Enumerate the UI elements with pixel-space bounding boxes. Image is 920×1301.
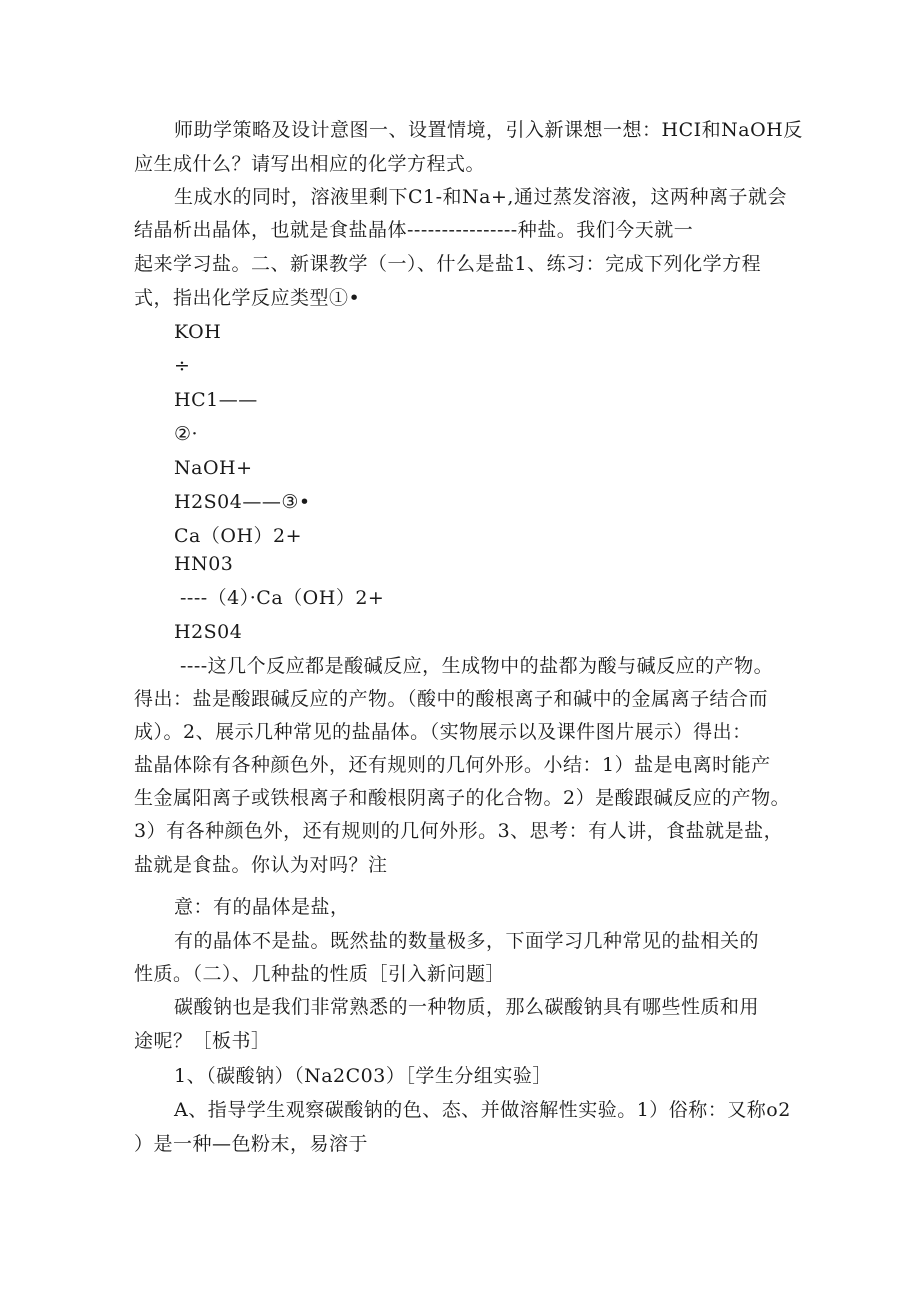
text-line: ----（4）·Ca（OH）2+ bbox=[180, 587, 385, 609]
text-line: H2S04——③• bbox=[174, 491, 311, 513]
text-line: 得出：盐是酸跟碱反应的产物。（酸中的酸根离子和碱中的金属离子结合而 bbox=[134, 688, 769, 710]
text-line: ÷ bbox=[174, 355, 191, 377]
text-line: 盐晶体除有各种颜色外，还有规则的几何外形。小结：1）盐是电离时能产 bbox=[134, 754, 771, 776]
text-line: 盐就是食盐。你认为对吗？注 bbox=[134, 854, 388, 876]
text-line: 性质。（二）、几种盐的性质［引入新问题］ bbox=[134, 963, 506, 985]
text-line: 师助学策略及设计意图一、设置情境，引入新课想一想：HCI和NaOH反 bbox=[174, 119, 803, 141]
text-line: HN03 bbox=[174, 553, 234, 575]
text-line: NaOH+ bbox=[174, 457, 253, 479]
text-line: ----这几个反应都是酸碱反应，生成物中的盐都为酸与碱反应的产物。 bbox=[180, 655, 774, 677]
text-line: HC1—— bbox=[174, 389, 258, 411]
text-line: 起来学习盐。二、新课教学（一）、什么是盐1、练习：完成下列化学方程 bbox=[134, 253, 762, 275]
text-line: H2S04 bbox=[174, 621, 243, 643]
text-line: 途呢？［板书］ bbox=[134, 1030, 271, 1052]
text-line: 应生成什么？请写出相应的化学方程式。 bbox=[134, 153, 486, 175]
text-line: ）是一种—色粉末，易溶于 bbox=[134, 1133, 369, 1155]
text-line: A、指导学生观察碳酸钠的色、态、并做溶解性实验。1）俗称：又称o2 bbox=[174, 1099, 791, 1121]
text-line: 结晶析出晶体，也就是食盐晶体----------------种盐。我们今天就一 bbox=[134, 219, 694, 241]
text-line: 式，指出化学反应类型①• bbox=[134, 287, 361, 309]
text-line: 生金属阳离子或铁根离子和酸根阴离子的化合物。2）是酸跟碱反应的产物。 bbox=[134, 787, 791, 809]
text-line: 碳酸钠也是我们非常熟悉的一种物质，那么碳酸钠具有哪些性质和用 bbox=[174, 996, 760, 1018]
text-line: KOH bbox=[174, 321, 222, 343]
text-line: ②· bbox=[174, 423, 199, 445]
text-line: 意：有的晶体是盐， bbox=[174, 896, 350, 918]
text-line: 有的晶体不是盐。既然盐的数量极多，下面学习几种常见的盐相关的 bbox=[174, 930, 760, 952]
text-line: 1、（碳酸钠）（Na2C03）［学生分组实验］ bbox=[174, 1065, 552, 1087]
text-line: Ca（OH）2+ bbox=[174, 525, 303, 547]
text-line: 3）有各种颜色外，还有规则的几何外形。3、思考：有人讲，食盐就是盐， bbox=[134, 820, 784, 842]
text-line: 生成水的同时，溶液里剩下C1-和Na+,通过蒸发溶液，这两种离子就会 bbox=[174, 186, 787, 208]
text-line: 成）。2、展示几种常见的盐晶体。（实物展示以及课件图片展示）得出： bbox=[134, 721, 752, 743]
